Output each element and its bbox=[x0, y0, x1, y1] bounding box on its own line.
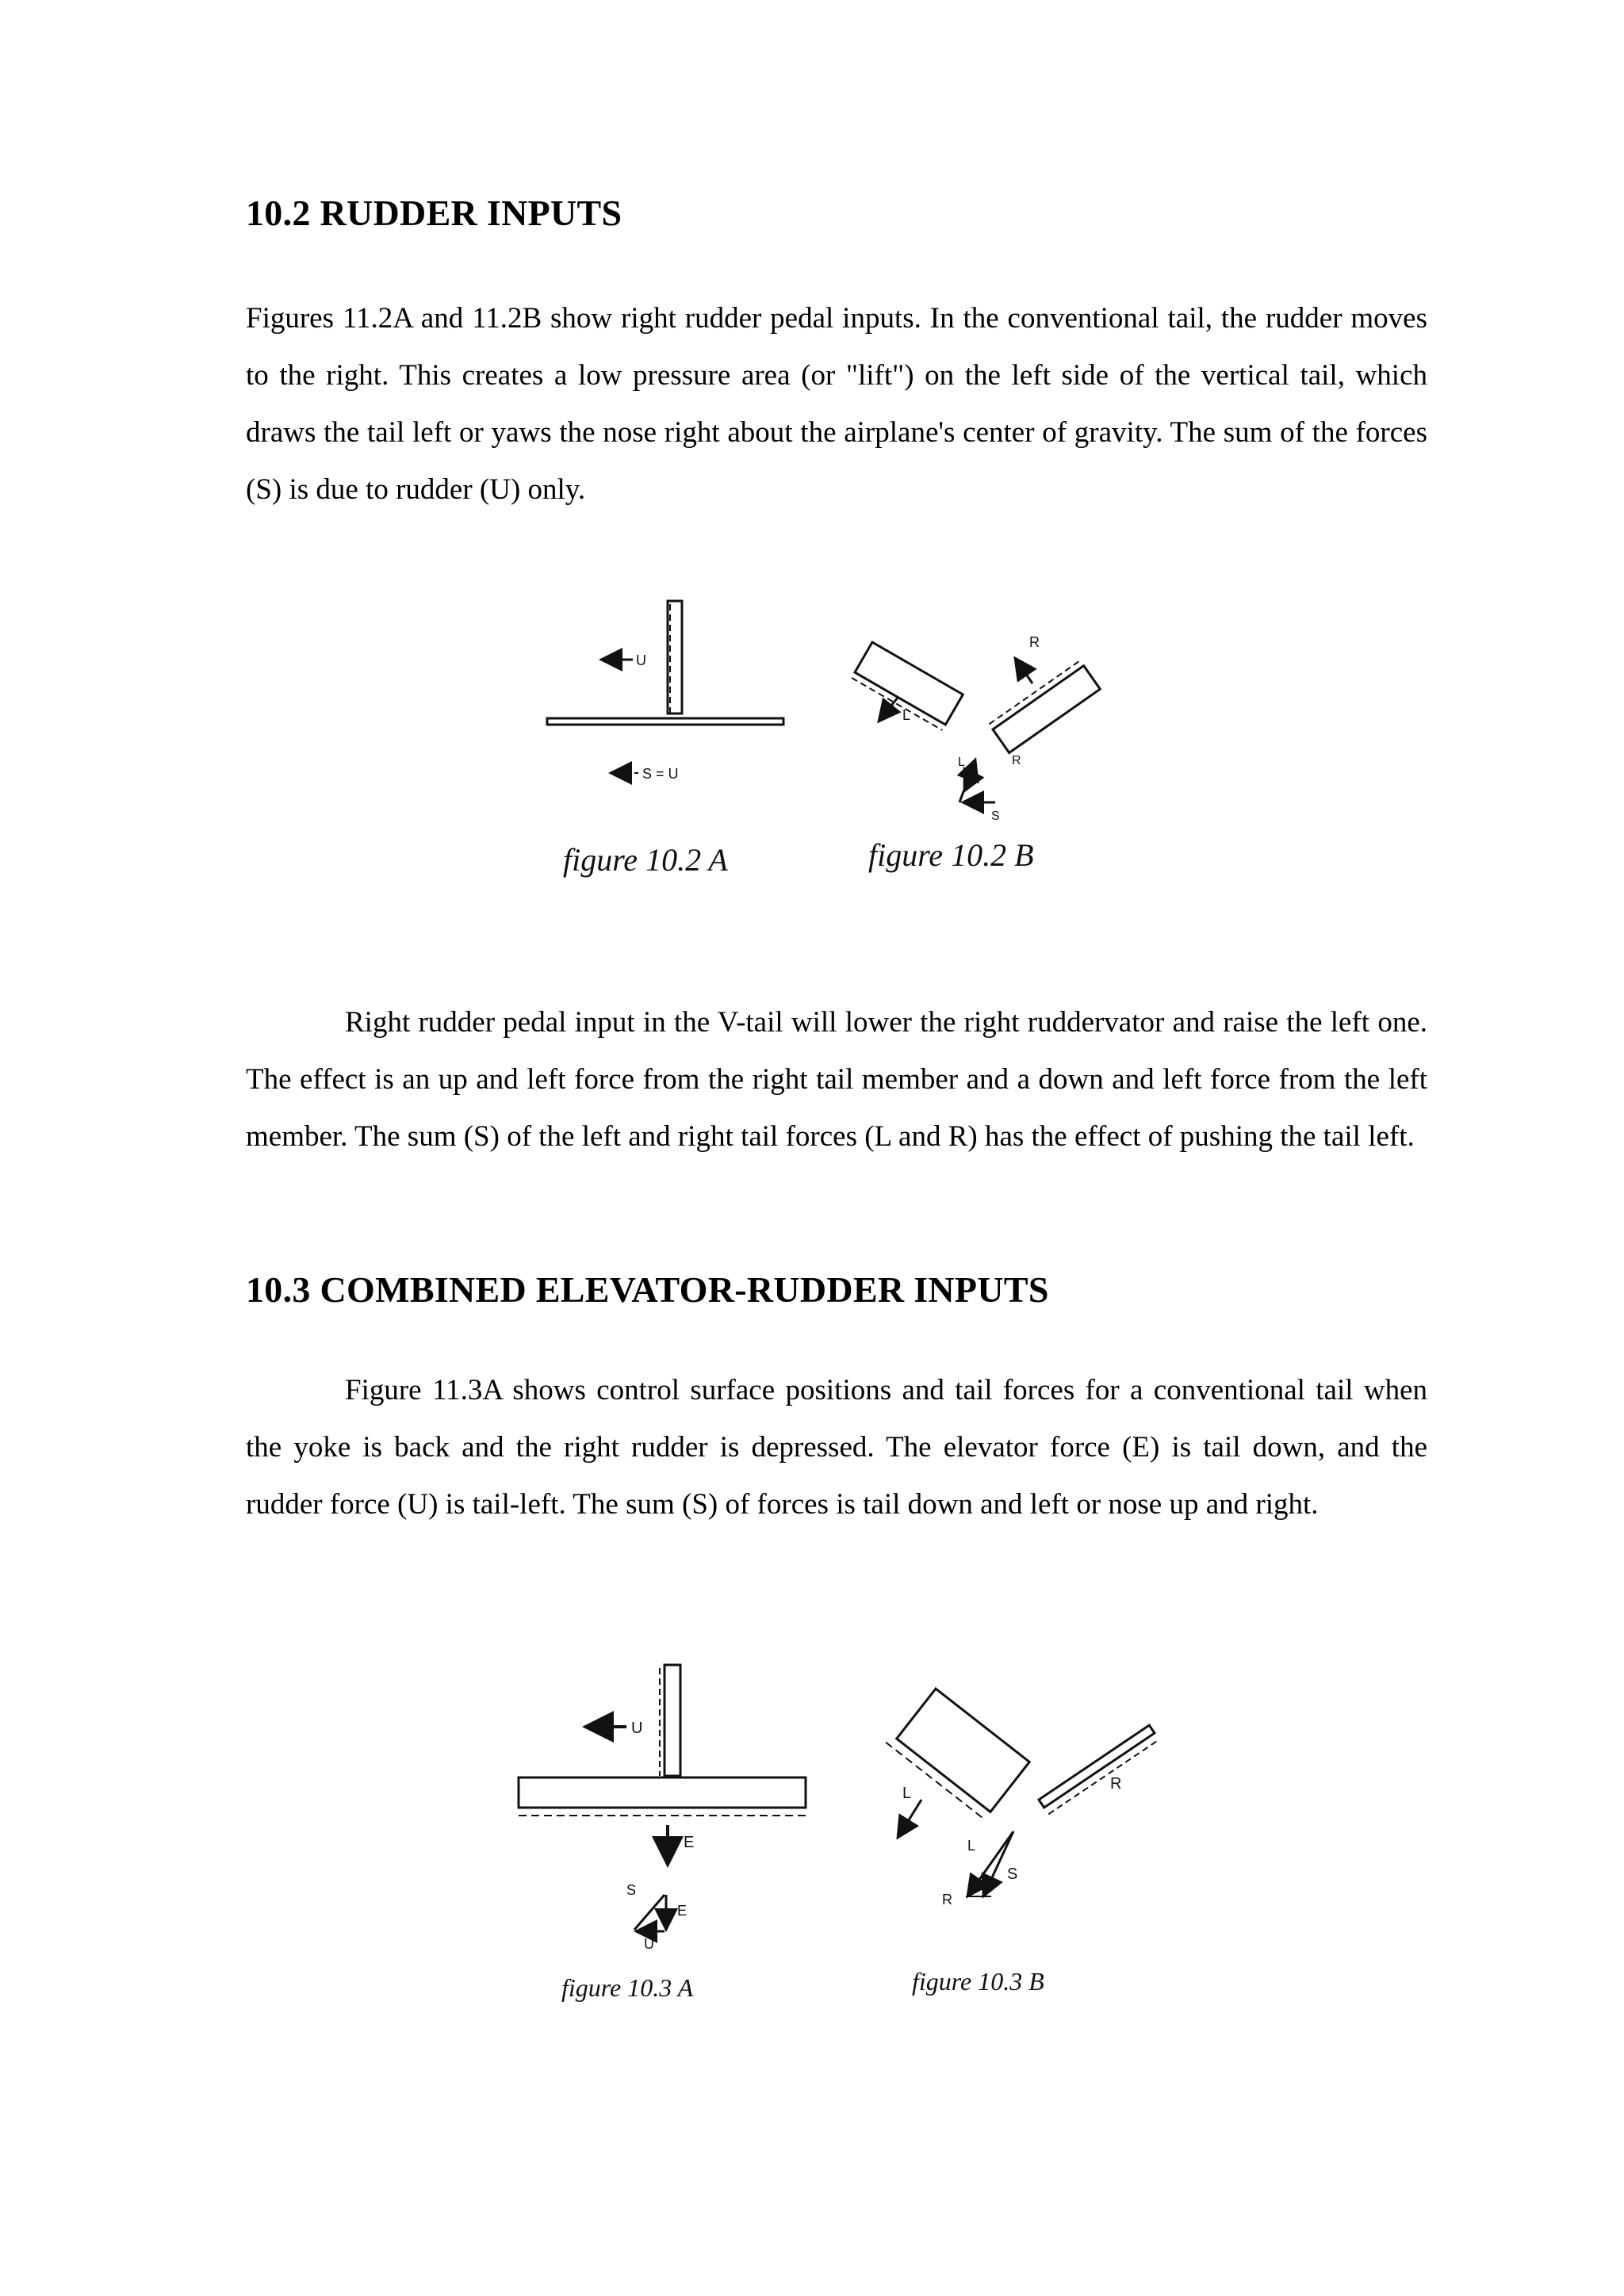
horizontal-stabilizer bbox=[547, 718, 783, 725]
left-tail-member bbox=[897, 1689, 1029, 1812]
figure-10-2-b bbox=[856, 618, 1126, 888]
svg-text:E: E bbox=[677, 1903, 688, 1919]
svg-text:R: R bbox=[942, 1892, 952, 1908]
figure-10-2-a bbox=[539, 587, 809, 888]
right-tail-member bbox=[993, 666, 1100, 753]
label-e: E bbox=[684, 1834, 695, 1851]
right-tail-member bbox=[1039, 1725, 1155, 1808]
label-l: L bbox=[902, 1785, 912, 1802]
label-s: S bbox=[1007, 1866, 1018, 1883]
label-l: L bbox=[902, 707, 911, 723]
horizontal-stabilizer bbox=[519, 1777, 806, 1808]
svg-text:L: L bbox=[958, 756, 965, 769]
caption-10-2-b: figure 10.2 B bbox=[868, 837, 1034, 873]
label-u: U bbox=[631, 1720, 643, 1737]
paragraph-rudder-conventional: Figures 11.2A and 11.2B show right rudder pedal inputs. In the conventional tail, the rudder moves to the right. This creates a low pressure area (or "lift") on the left side of the vertical tail, which draws the tail left or yaws the nose right about the airplane's center of gravity. The sum of the forces (S) is due to rudder (U) only. bbox=[246, 302, 1427, 506]
svg-text:U: U bbox=[644, 1936, 654, 1952]
figure-10-3-b bbox=[880, 1681, 1182, 2014]
heading-10-2: 10.2 RUDDER INPUTS bbox=[246, 193, 622, 233]
figure-10-3-a bbox=[508, 1657, 825, 2014]
caption-10-3-b: figure 10.3 B bbox=[912, 1967, 1044, 1996]
label-s: S bbox=[626, 1882, 637, 1898]
label-s: S bbox=[991, 809, 1000, 823]
paragraph-combined-inputs: Figure 11.3A shows control surface positions and tail forces for a conventional tail when the yoke is back and the right rudder is depressed. The elevator force (E) is tail down, and the rudder force (U) is tail-left. The sum (S) of forces is tail down and left or nose up and right. bbox=[246, 1374, 1427, 1521]
label-sum: S = U bbox=[642, 766, 679, 782]
caption-10-2-a: figure 10.2 A bbox=[563, 842, 728, 878]
label-r: R bbox=[1110, 1775, 1122, 1793]
caption-10-3-a: figure 10.3 A bbox=[561, 1973, 694, 2002]
label-r: R bbox=[1029, 634, 1040, 650]
vertical-fin bbox=[665, 1665, 680, 1776]
paragraph-rudder-vtail: Right rudder pedal input in the V-tail will lower the right ruddervator and raise the left one. The effect is an up and left force from the right tail member and a down and left force from the left member. The sum (S) of the left and right tail forces (L and R) has the effect of pushing the tail left. bbox=[246, 1006, 1427, 1153]
label-u: U bbox=[636, 652, 646, 668]
heading-10-3: 10.3 COMBINED ELEVATOR-RUDDER INPUTS bbox=[246, 1269, 1049, 1310]
svg-text:L: L bbox=[967, 1838, 976, 1854]
svg-text:R: R bbox=[1012, 754, 1021, 767]
